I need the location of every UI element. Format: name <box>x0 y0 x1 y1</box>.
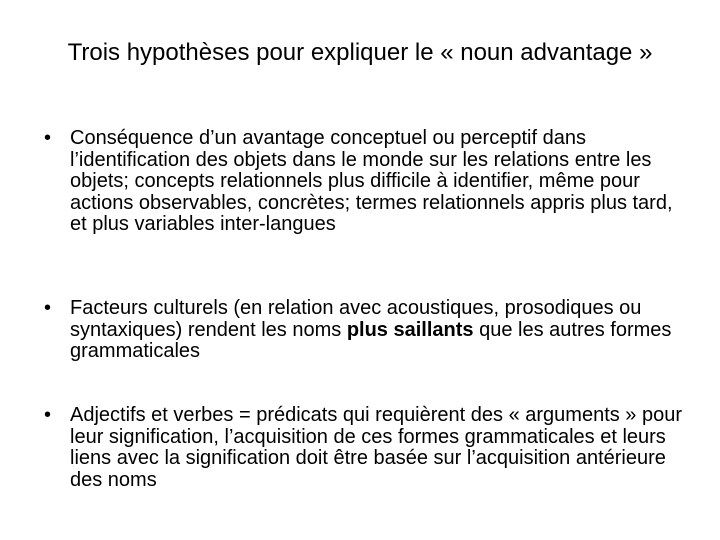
slide-title: Trois hypothèses pour expliquer le « noun advantage » <box>67 39 653 66</box>
bullet-icon: • <box>44 127 52 149</box>
bullet-icon: • <box>44 297 52 319</box>
bullet-text: Adjectifs et verbes = prédicats qui requièrent des « arguments » pour leur signification, l’acquisition de ces formes grammaticales et leurs liens avec la signification doit être basée sur l’acquisition antérieure des noms <box>70 404 683 491</box>
bullet-item <box>44 405 684 491</box>
bullet-text-part: que les autres formes grammaticales <box>70 318 672 362</box>
bullet-text-part: Facteurs culturels (en relation avec acoustiques, prosodiques ou syntaxiques) rendent les noms <box>70 297 642 341</box>
bullet-text <box>70 298 684 363</box>
bullet-text: Conséquence d’un avantage conceptuel ou perceptif dans l’identification des objets dans le monde sur les relations entre les objets; concepts relationnels plus difficile à identifier, même pour actions observables, concrètes; termes relationnels appris plus tard, et plus variables inter-langues <box>70 127 673 235</box>
bullet-item <box>44 298 684 363</box>
bullet-item <box>44 128 684 236</box>
bullet-icon: • <box>44 404 52 426</box>
bullet-text-bold: plus saillants <box>346 318 474 341</box>
